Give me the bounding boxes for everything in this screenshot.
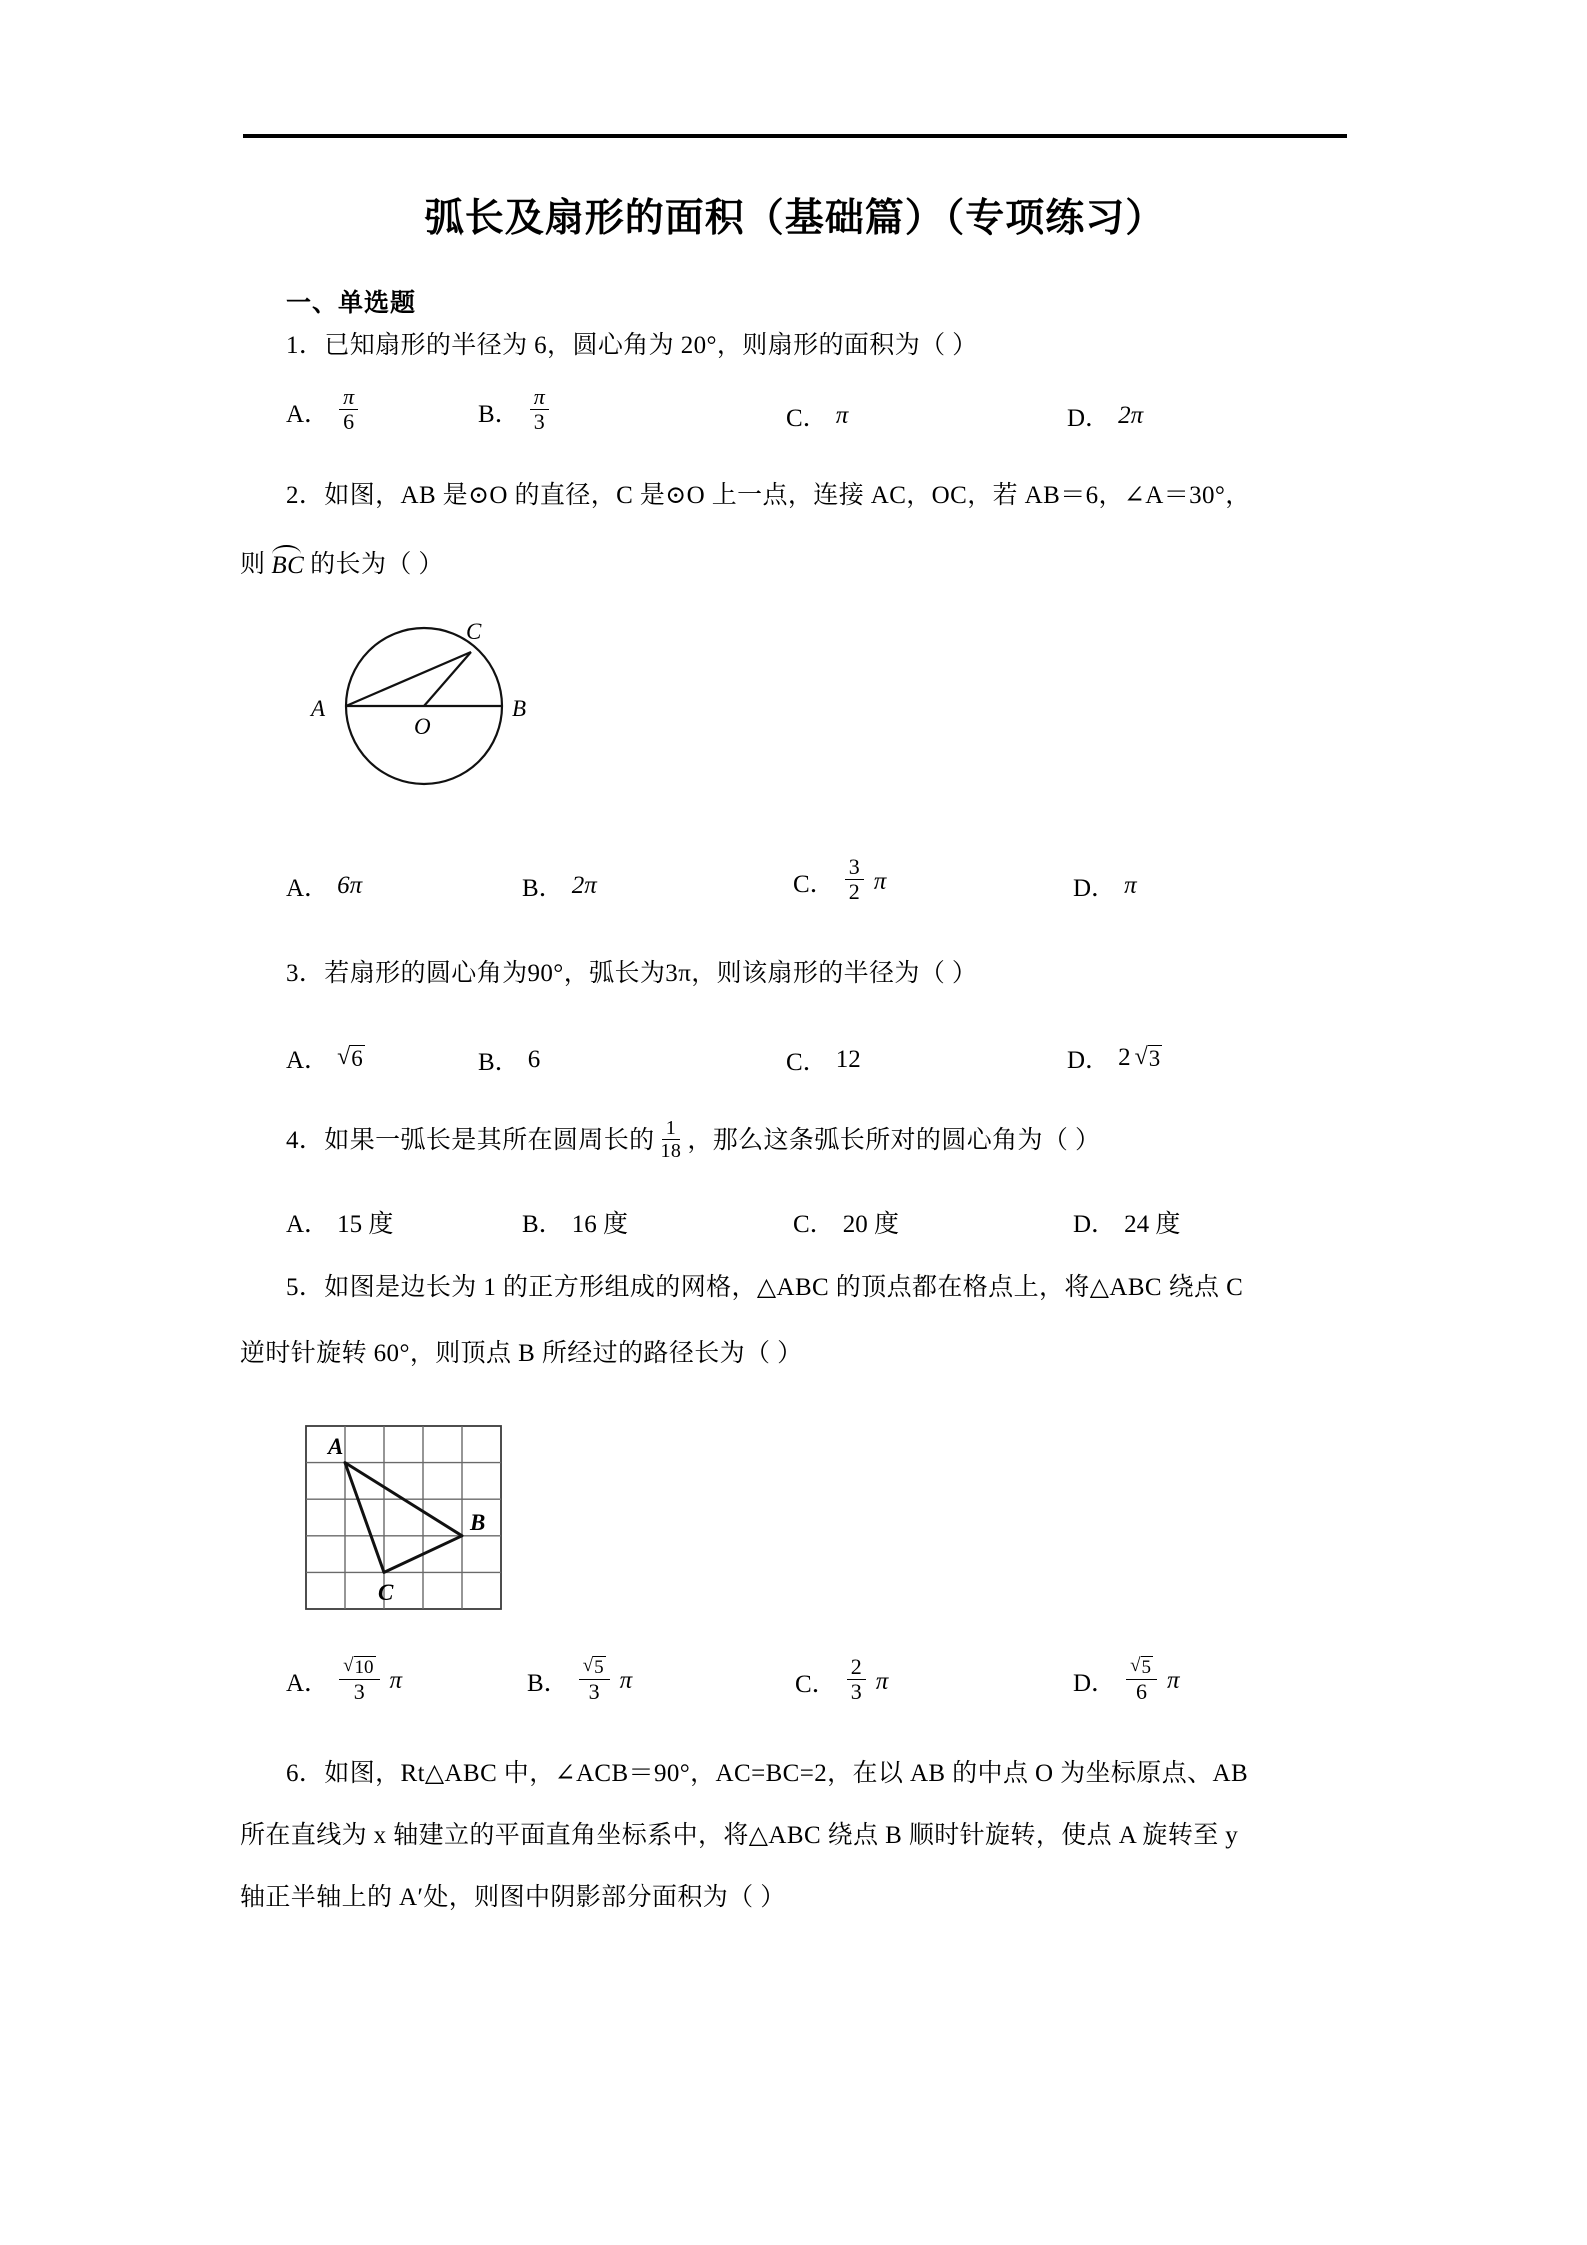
question-4-option-a[interactable]: [286, 1204, 393, 1240]
option-value: 16 度: [571, 1211, 628, 1238]
fraction-denominator: 6: [343, 409, 355, 434]
option-value: π: [835, 402, 849, 429]
question-1-text: 1．已知扇形的半径为 6，圆心角为 20°，则扇形的面积为（ ）: [286, 332, 978, 359]
option-value-sqrt: [337, 1045, 365, 1071]
line-suffix: ，那么这条弧长所对的圆心角为（ ）: [687, 1127, 1101, 1155]
question-2-option-b[interactable]: [522, 868, 597, 904]
option-value-fraction: [847, 1656, 866, 1703]
question-4-option-c[interactable]: [793, 1204, 899, 1240]
option-letter: B．: [478, 1049, 520, 1076]
fraction-denominator: 3: [533, 409, 545, 434]
option-letter: C．: [795, 1670, 837, 1698]
option-value: π: [1124, 872, 1137, 899]
fraction-denominator: 3: [588, 1678, 600, 1704]
question-3-option-c[interactable]: [786, 1042, 861, 1078]
page-title: 弧长及扇形的面积（基础篇）（专项练习）: [424, 197, 1166, 240]
fraction-denominator: 3: [850, 1679, 862, 1704]
option-pi-suffix: π: [1167, 1667, 1180, 1695]
question-1-option-c[interactable]: [786, 398, 848, 434]
radicand: 6: [351, 1045, 363, 1071]
option-value: 2π: [1118, 402, 1144, 429]
question-5-option-b[interactable]: [527, 1655, 633, 1705]
option-letter: A．: [286, 400, 330, 428]
option-pi-suffix: π: [873, 867, 887, 895]
fraction-numerator: 3: [845, 856, 864, 880]
radicand: 3: [1148, 1045, 1161, 1071]
question-2-option-c[interactable]: [793, 854, 887, 905]
option-letter: A．: [286, 875, 330, 902]
question-3-option-d[interactable]: [1067, 1040, 1162, 1076]
question-1-option-a[interactable]: [286, 384, 360, 435]
option-letter: D．: [1067, 405, 1111, 432]
option-letter: B．: [522, 875, 564, 902]
question-4-option-b[interactable]: [522, 1204, 628, 1240]
question-6-text-line3: 轴正半轴上的 A′处，则图中阴影部分面积为（ ）: [240, 1884, 786, 1911]
line-prefix: 4．如果一弧长是其所在圆周长的: [286, 1127, 655, 1155]
fraction-numerator: π: [530, 386, 549, 410]
option-value: 6: [527, 1046, 541, 1073]
line-prefix: 则: [240, 551, 266, 578]
radical-sign: √: [582, 1655, 594, 1676]
inline-fraction: [657, 1118, 686, 1161]
question-5-option-a[interactable]: [286, 1655, 403, 1705]
option-value-sqrt: [1135, 1045, 1163, 1071]
option-letter: C．: [786, 405, 828, 432]
option-pi-suffix: π: [619, 1667, 633, 1695]
question-5-text-line2: 逆时针旋转 60°，则顶点 B 所经过的路径长为（ ）: [240, 1340, 803, 1367]
option-pi-suffix: π: [875, 1667, 889, 1695]
label-c: C: [466, 619, 482, 644]
circle-diagram-svg: [282, 606, 582, 801]
option-value: 15 度: [337, 1211, 394, 1238]
radical-sign: √: [1134, 1043, 1148, 1070]
option-value-fraction: [530, 386, 549, 433]
question-5-option-d[interactable]: [1073, 1655, 1180, 1705]
question-4-option-d[interactable]: [1073, 1204, 1180, 1240]
radical-sign: √: [337, 1043, 351, 1070]
segment-oc: [424, 652, 471, 706]
option-letter: D．: [1067, 1047, 1111, 1074]
question-2-text-line1: 2．如图，AB 是⊙O 的直径，C 是⊙O 上一点，连接 AC，OC，若 AB＝6，∠A＝30°，: [286, 482, 1251, 509]
option-letter: A．: [286, 1211, 330, 1238]
grid-diagram-svg: [300, 1420, 518, 1620]
fraction-numerator: [1126, 1656, 1157, 1680]
option-value: 12: [835, 1046, 861, 1073]
label-b: B: [470, 1510, 486, 1535]
option-letter: A．: [286, 1670, 330, 1698]
option-letter: B．: [527, 1670, 569, 1698]
question-2-circle-figure: [282, 606, 582, 801]
question-5-grid-figure: [300, 1420, 518, 1620]
radicand: 5: [1141, 1657, 1151, 1678]
option-letter: C．: [786, 1049, 828, 1076]
radicand: 10: [354, 1657, 374, 1678]
option-letter: B．: [522, 1211, 564, 1238]
question-5-text-line1: 5．如图是边长为 1 的正方形组成的网格，△ABC 的顶点都在格点上，将△ABC 绕点 C: [286, 1274, 1244, 1301]
fraction-denominator: 2: [848, 879, 860, 904]
option-letter: D．: [1073, 1211, 1117, 1238]
question-4-text: [286, 1117, 1101, 1163]
label-a: A: [311, 696, 326, 721]
segment-ac: [346, 652, 471, 706]
label-a: A: [328, 1434, 344, 1459]
question-2-option-d[interactable]: [1073, 868, 1137, 904]
line-suffix: 的长为（ ）: [310, 551, 444, 578]
option-value-fraction: [339, 386, 358, 433]
arc-bc-notation: BC: [271, 548, 304, 583]
question-6-text-line1: 6．如图，Rt△ABC 中，∠ACB＝90°，AC=BC=2，在以 AB 的中点 O 为坐标原点、AB: [286, 1760, 1249, 1787]
question-2-option-a[interactable]: [286, 868, 362, 904]
radical-sign: √: [1130, 1655, 1141, 1676]
option-letter: D．: [1073, 1670, 1117, 1698]
option-letter: D．: [1073, 875, 1117, 902]
fraction-numerator: 2: [847, 1656, 866, 1680]
label-o: O: [414, 714, 431, 739]
question-5-option-c[interactable]: [795, 1654, 889, 1705]
header-divider: [243, 134, 1347, 138]
option-value: 24 度: [1124, 1211, 1181, 1238]
fraction-denominator: 18: [660, 1140, 682, 1162]
option-value-fraction: [1126, 1656, 1157, 1703]
radicand: 5: [594, 1657, 604, 1678]
radical-sign: √: [343, 1655, 354, 1676]
fraction-denominator: 3: [353, 1678, 365, 1704]
option-letter: A．: [286, 1047, 330, 1074]
sqrt-numerator: [1130, 1656, 1153, 1678]
option-coefficient: 2: [1118, 1044, 1131, 1071]
question-2-text-line2: [240, 548, 444, 583]
question-3-option-a[interactable]: [286, 1040, 365, 1076]
fraction-numerator: π: [339, 386, 358, 410]
label-c: C: [378, 1580, 394, 1605]
question-6-text-line2: 所在直线为 x 轴建立的平面直角坐标系中，将△ABC 绕点 B 顺时针旋转，使点 A 旋转至 y: [240, 1822, 1239, 1849]
fraction-numerator: 1: [662, 1118, 680, 1140]
label-b: B: [512, 696, 527, 721]
question-1-option-d[interactable]: [1067, 398, 1143, 434]
option-value: 20 度: [842, 1211, 899, 1238]
fraction-denominator: 6: [1136, 1678, 1148, 1704]
option-letter: C．: [793, 870, 835, 898]
option-value-fraction: [579, 1656, 610, 1703]
fraction-numerator: [339, 1656, 379, 1680]
option-letter: C．: [793, 1211, 835, 1238]
question-3-text: 3．若扇形的圆心角为90°，弧长为3π，则该扇形的半径为（ ）: [286, 960, 978, 987]
option-pi-suffix: π: [389, 1667, 403, 1695]
question-1-option-b[interactable]: [478, 384, 551, 435]
option-value: 6π: [337, 872, 363, 899]
question-3-option-b[interactable]: [478, 1042, 540, 1078]
section-heading: 一、单选题: [286, 290, 417, 317]
option-letter: B．: [478, 400, 520, 428]
option-value-fraction: [845, 856, 864, 903]
sqrt-numerator: [583, 1656, 606, 1678]
sqrt-numerator: [343, 1656, 375, 1678]
option-value: 2π: [571, 872, 597, 899]
option-value-fraction: [339, 1656, 379, 1703]
fraction-numerator: [579, 1656, 610, 1680]
